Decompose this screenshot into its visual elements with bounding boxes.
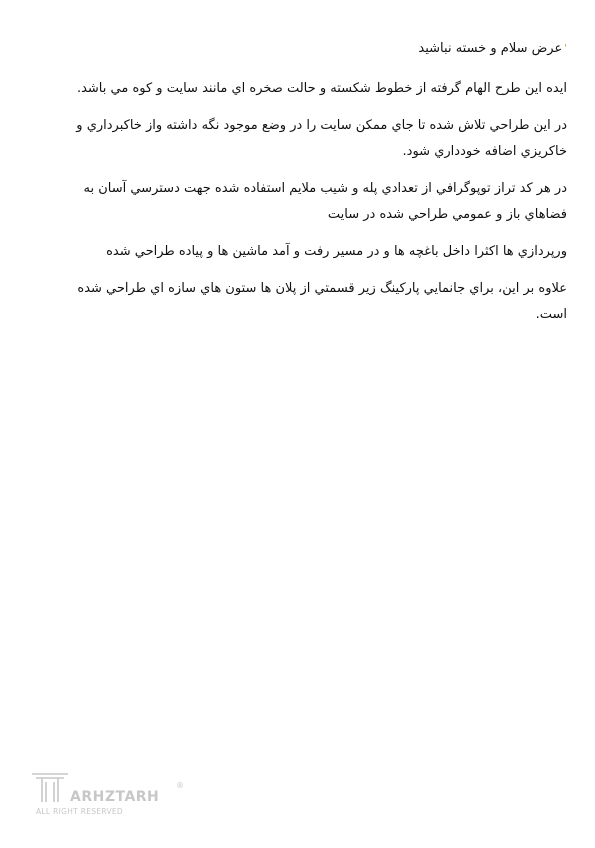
- paragraph-landscaping: ورپردازي ها اكثرا داخل باغچه ها و در مسير رفت و آمد ماشين ها و پياده طراحي شده: [106, 244, 567, 259]
- paragraph-topography: در هر كد تراز توپوگرافي از تعدادي پله و شيب ملايم استفاده شده جهت دسترسي آسان به فضاهاي باز و عمومي طراحي شده در سايت: [83, 181, 567, 222]
- greeting-text: عرض سلام و خسته نباشيد: [418, 41, 563, 56]
- watermark-logo-graphic: [28, 768, 188, 824]
- watermark-registered: ®: [176, 781, 184, 790]
- watermark-tagline: ALL RIGHT RESERVED: [36, 807, 124, 816]
- watermark-brand: ARHZTARH: [70, 789, 160, 805]
- greeting-paragraph: [58, 36, 567, 62]
- greeting-mark: ': [564, 43, 567, 54]
- watermark-logo: [28, 768, 188, 824]
- watermark-arch-icon: [32, 774, 68, 802]
- paragraph-parking: علاوه بر اين، براي جانمايي پاركينگ زير قسمتي از پلان ها ستون هاي سازه اي طراحي شده است.: [77, 281, 567, 322]
- document-body: [58, 36, 567, 339]
- paragraph-site-preservation: در اين طراحي تلاش شده تا جاي ممكن سايت را در وضع موجود نگه داشته واز خاكبرداري و خاكريزي اضافه خودداري شود.: [76, 118, 567, 159]
- paragraph-idea: ايده اين طرح الهام گرفته از خطوط شكسته و حالت صخره اي مانند سايت و كوه مي باشد.: [76, 81, 567, 96]
